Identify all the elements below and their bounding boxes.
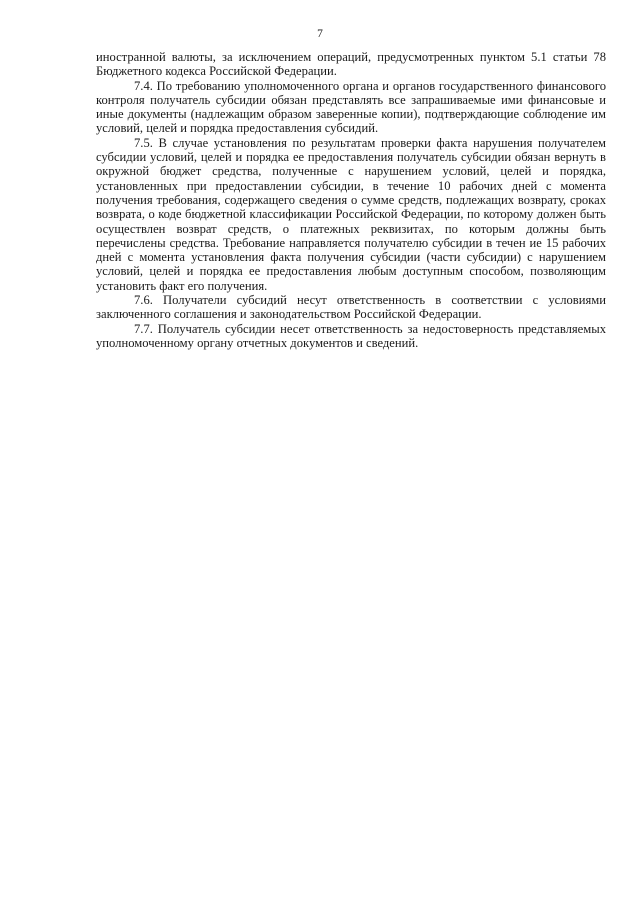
page-number: 7 — [317, 28, 323, 40]
paragraph-7-6: 7.6. Получатели субсидий несут ответственность в соответствии с условиями заключенного соглашения и законодательством Российской Федерации. — [96, 293, 606, 322]
document-body — [96, 50, 606, 350]
paragraph-7-7: 7.7. Получатель субсидии несет ответственность за недостоверность представляемых уполномоченному органу отчетных документов и сведений. — [96, 321, 606, 350]
paragraph-7-5: 7.5. В случае установления по результатам проверки факта нарушения получателем субсидии условий, целей и порядка ее предоставления получатель субсидии обязан вернуть в окружной бюджет средства, полученные с нарушением условий, целей и порядка, установленных при предоставлении субсидии, в течение 10 рабочих дней с момента получения требования, содержащего сведения о сумме средств, подлежащих возврату, сроках возврата, о коде бюджетной классификации Российской Федерации, по которому должен быть осуществлен возврат средств, о платежных реквизитах, по которым должны быть перечислены средства. Требование направляется получателю субсидии в течен ие 15 рабочих дней с момента установления факта получения субсидии (части субсидии) с нарушением условий, целей и порядка ее предоставления любым доступным способом, позволяющим установить факт его получения. — [96, 135, 606, 293]
paragraph-7-4: 7.4. По требованию уполномоченного органа и органов государственного финансового контроля получатель субсидии обязан представлять все запрашиваемые ими финансовые и иные документы (надлежащим образом заверенные копии), подтверждающие соблюдение им условий, целей и порядка предоставления субсидий. — [96, 78, 606, 136]
paragraph-continuation: иностранной валюты, за исключением операций, предусмотренных пунктом 5.1 статьи 78 Бюджетного кодекса Российской Федерации. — [96, 50, 606, 79]
